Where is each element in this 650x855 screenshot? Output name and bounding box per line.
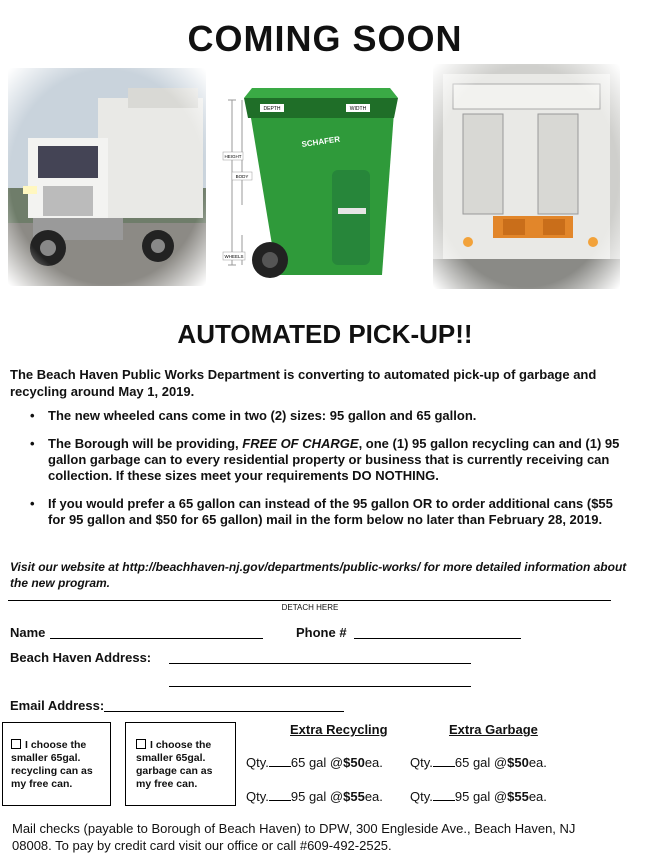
automated-arm-photo (433, 64, 620, 289)
price-95: $55 (343, 789, 365, 804)
height-label: HEIGHT (224, 154, 242, 159)
extra-garbage-header: Extra Garbage (449, 722, 538, 737)
recycling-choice-box[interactable] (2, 722, 111, 806)
wheeled-cart-diagram (222, 80, 407, 295)
recycling-choice-text: I choose the smaller 65gal. recycling can as my free can. (11, 739, 93, 790)
depth-label: DEPTH (263, 106, 281, 112)
address-field-line1[interactable] (169, 649, 471, 664)
name-field[interactable] (50, 624, 263, 639)
bullet-sizes: • The new wheeled cans come in two (2) sizes: 95 gallon and 65 gallon. (10, 408, 630, 424)
bullet-free-cans-pre: The Borough will be providing, (48, 436, 243, 451)
price-95: $55 (507, 789, 529, 804)
page-title: COMING SOON (187, 18, 463, 59)
garbage-checkbox[interactable] (136, 739, 146, 749)
qty-blank[interactable] (433, 755, 455, 767)
qty-blank[interactable] (433, 789, 455, 801)
mailing-instructions: Mail checks (payable to Borough of Beach Haven) to DPW, 300 Engleside Ave., Beach Haven, NJ 08008. To pay by credit card visit our office or call #609-492-2525. (12, 821, 576, 853)
extra-recycling-header: Extra Recycling (290, 722, 388, 737)
address-label: Beach Haven Address: (10, 650, 152, 665)
email-label: Email Address: (10, 698, 105, 713)
width-label: WIDTH (349, 106, 367, 112)
detach-label: DETACH HERE (281, 603, 339, 612)
recycling-65-option[interactable]: Qty. 65 gal @$50ea. (246, 755, 383, 770)
bullet-order-deadline: • If you would prefer a 65 gallon can instead of the 95 gallon OR to order additional cans ($55 for 95 gallon and $50 for 65 gallon) mail in the form below no later than February 28, 2019. (10, 496, 630, 528)
intro-paragraph: The Beach Haven Public Works Department is converting to automated pick-up of garbage and recycling around May 1, 2019. (10, 367, 597, 399)
phone-field[interactable] (354, 624, 521, 639)
phone-label: Phone # (296, 625, 347, 640)
body-label: BODY (235, 174, 249, 179)
recycling-95-option[interactable]: Qty. 95 gal @$55ea. (246, 789, 383, 804)
garbage-choice-text: I choose the smaller 65gal. garbage can as my free can. (136, 739, 213, 790)
recycling-checkbox[interactable] (11, 739, 21, 749)
garbage-choice-box[interactable] (125, 722, 236, 806)
bullet-free-cans-post: , one (1) 95 gallon recycling can and (1) 95 gallon garbage can to every residential property or business that is currently receiving can collection. If these sizes meet your requirements DO NOTHING. (48, 436, 620, 483)
qty-blank[interactable] (269, 789, 291, 801)
website-note: Visit our website at http://beachhaven-nj.gov/departments/public-works/ for more detailed information about the new program. (10, 560, 627, 590)
garbage-95-option[interactable]: Qty. 95 gal @$55ea. (410, 789, 547, 804)
garbage-truck-photo (8, 68, 206, 286)
bullet-free-cans (10, 436, 630, 484)
info-bullets (10, 408, 630, 540)
email-field[interactable] (104, 697, 344, 712)
brand-logo: SCHAFER (301, 134, 341, 149)
free-of-charge-emphasis: FREE OF CHARGE (242, 436, 359, 451)
page-subtitle: AUTOMATED PICK-UP!! (177, 319, 473, 349)
qty-blank[interactable] (269, 755, 291, 767)
name-label: Name (10, 625, 46, 640)
price-65: $50 (507, 755, 529, 770)
garbage-65-option[interactable]: Qty. 65 gal @$50ea. (410, 755, 547, 770)
detach-line (8, 600, 611, 601)
wheels-label: WHEELS (224, 254, 244, 259)
price-65: $50 (343, 755, 365, 770)
address-field-line2[interactable] (169, 672, 471, 687)
